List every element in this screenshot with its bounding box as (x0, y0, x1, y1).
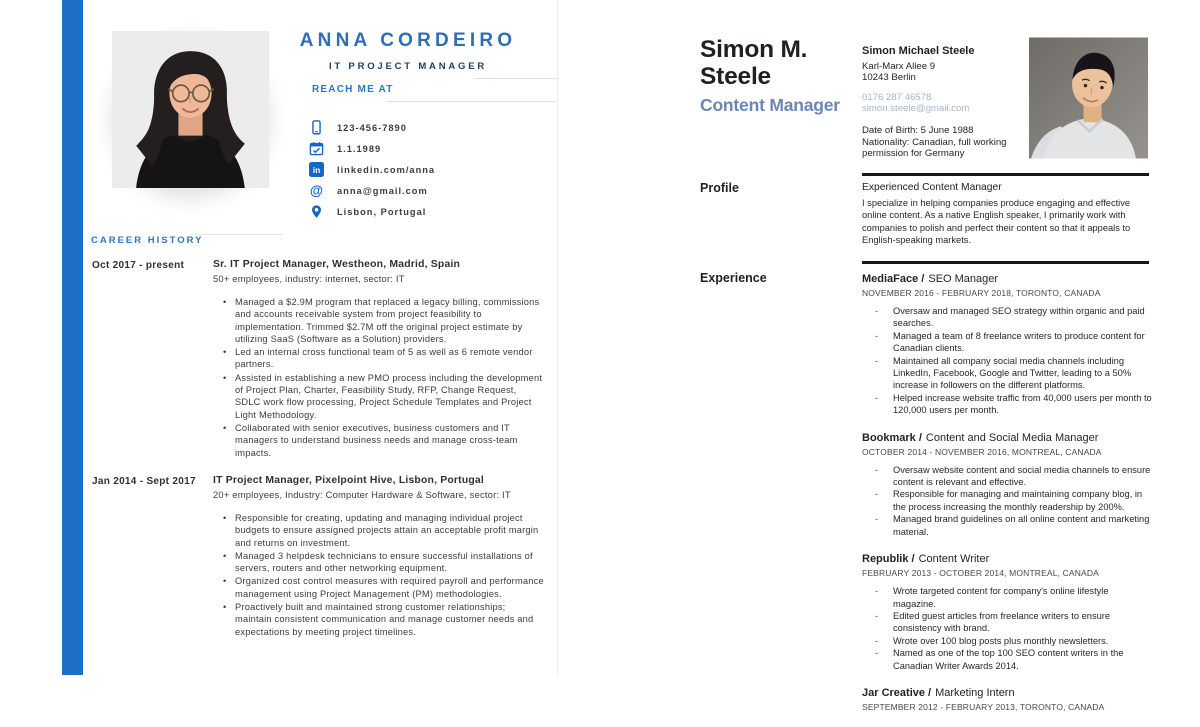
profile-title: Experienced Content Manager (862, 182, 1002, 193)
job-bullet: - Managed brand guidelines on all online content and marketing material. (893, 513, 1152, 538)
anna-header (288, 30, 528, 72)
job-dates: SEPTEMBER 2012 - FEBRUARY 2013, TORONTO, CANADA (862, 701, 1105, 712)
linkedin-glyph: in (309, 162, 324, 177)
job-bullet: - Helped increase website traffic from 40,000 users per month to 120,000 users per month. (893, 392, 1152, 417)
job-bullet-list (213, 296, 544, 459)
job-title: IT Project Manager, Pixelpoint Hive, Lisbon, Portugal (213, 475, 484, 486)
simon-name-line1: Simon M. (700, 36, 808, 63)
experience-label: Experience (700, 271, 767, 285)
job-bullet-list (862, 305, 1152, 417)
linkedin-icon (308, 161, 325, 178)
contact-email-value: anna@gmail.com (337, 185, 428, 196)
contact-row-phone (308, 117, 548, 138)
job-dates: Oct 2017 - present (92, 260, 185, 271)
section-rule (862, 173, 1149, 176)
profile-label: Profile (700, 181, 739, 195)
job-dates: OCTOBER 2014 - NOVEMBER 2016, MONTREAL, CANADA (862, 446, 1102, 457)
contact-row-birthdate (308, 138, 548, 159)
job-role: Content and Social Media Manager (925, 431, 1099, 444)
career-history-heading: CAREER HISTORY (91, 235, 204, 246)
job-entry-jar-creative (862, 687, 1152, 712)
job-entry-republik (862, 553, 1152, 672)
job-company: MediaFace / (862, 273, 925, 285)
job-bullet: • Managed 3 helpdesk technicians to ensure successful installations of servers, routers and other networking equipment. (235, 550, 544, 575)
phone-icon (308, 119, 325, 136)
job-bullet: - Maintained all company social media channels including LinkedIn, Facebook, Google and Twitter, leading to a 50% increase in followers on the different platforms. (893, 355, 1152, 392)
job-entry-mediaface (862, 273, 1152, 417)
left-accent-bar (62, 0, 83, 675)
page-edge-divider (557, 0, 558, 675)
job-dates: NOVEMBER 2016 - FEBRUARY 2018, TORONTO, CANADA (862, 288, 1101, 298)
job-role: Content Writer (918, 553, 990, 566)
simon-name-block (700, 36, 870, 115)
job-bullet: • Responsible for creating, updating and managing individual project budgets to ensure assigned projects attain an acceptable profit margin and returns on investment. (235, 512, 544, 549)
contact-list (308, 117, 548, 222)
contact-row-linkedin (308, 159, 548, 180)
job-bullet: - Wrote targeted content for company's online lifestyle magazine. (893, 585, 1152, 610)
job-company: Bookmark / (862, 431, 922, 444)
simon-contact-block (862, 46, 1024, 160)
location-icon (308, 203, 325, 220)
job-bullet: • Led an internal cross functional team of 5 as well as 6 remote vendor partners. (235, 346, 544, 371)
simon-nationality: Nationality: Canadian, full working permission for Germany (862, 136, 1007, 160)
job-bullet: - Responsible for managing and maintaining company blog, in the process increasing the monthly readership by 200%. (893, 488, 1152, 513)
job-subtitle: 20+ employees, Industry: Computer Hardware & Software, sector: IT (213, 489, 511, 500)
job-title: Sr. IT Project Manager, Westheon, Madrid, Spain (213, 259, 461, 270)
job-role: Marketing Intern (935, 686, 1015, 699)
profile-section (862, 182, 1152, 247)
simon-email: simon.steele@gmail.com (862, 103, 970, 115)
job-title (862, 553, 1152, 565)
job-bullet-list (862, 464, 1152, 538)
job-bullet: - Wrote over 100 blog posts plus monthly newsletters. (893, 635, 1152, 647)
job-bullet: • Managed a $2.9M program that replaced a legacy billing, commissions and accounts receivable system from project feasibility to implementation. Trimmed $2.7M off the original project estimate by utilizing SaaS (Software as a Solution) providers. (235, 296, 544, 345)
job-bullet: - Oversaw and managed SEO strategy within organic and paid searches. (893, 305, 1152, 330)
job-bullet: - Named as one of the top 100 SEO content writers in the Canadian Writer Awards 2014. (893, 647, 1152, 672)
job-entry-bookmark (862, 432, 1152, 538)
job-bullet-list (213, 512, 544, 638)
simon-address-line2: 10243 Berlin (862, 72, 916, 84)
reach-me-at-heading: REACH ME AT (312, 84, 394, 95)
divider-line (195, 234, 283, 235)
job-subtitle: 50+ employees, industry: internet, sector: IT (213, 273, 405, 284)
anna-photo (112, 31, 269, 188)
simon-photo (1029, 37, 1148, 159)
job-bullet: • Collaborated with senior executives, business customers and IT managers to understand business needs and manage cross-team impacts. (235, 422, 544, 459)
job-bullet: • Proactively built and maintained strong customer relationships; maintain consistent communication and manage customer needs and expectations by meeting project timelines. (235, 601, 544, 638)
job-title (862, 273, 1152, 285)
job-company: Republik / (862, 553, 915, 566)
job-dates: FEBRUARY 2013 - OCTOBER 2014, MONTREAL, CANADA (862, 568, 1099, 579)
anna-job-title: IT PROJECT MANAGER (328, 61, 488, 72)
simon-full-name: Simon Michael Steele (862, 45, 975, 57)
woman-avatar-illustration (112, 31, 269, 188)
divider-line (386, 101, 556, 102)
email-icon (308, 182, 325, 199)
job-dates: Jan 2014 - Sept 2017 (92, 476, 196, 487)
job-title (862, 432, 1152, 444)
job-bullet: - Managed a team of 8 freelance writers to produce content for Canadian clients. (893, 330, 1152, 355)
contact-linkedin-value: linkedin.com/anna (337, 164, 436, 175)
contact-phone-value: 123-456-7890 (337, 122, 407, 133)
anna-name: ANNA CORDEIRO (299, 30, 517, 51)
job-bullet: - Oversaw website content and social media channels to ensure content is relevant and effective. (893, 464, 1152, 489)
job-role: SEO Manager (928, 273, 999, 285)
job-entry-westheon (92, 259, 544, 460)
contact-row-email (308, 180, 548, 201)
contact-location-value: Lisbon, Portugal (337, 206, 427, 217)
calendar-icon (308, 140, 325, 157)
simon-job-title: Content Manager (700, 95, 840, 115)
contact-birthdate-value: 1.1.1989 (337, 143, 382, 154)
job-title (862, 687, 1152, 699)
contact-row-location (308, 201, 548, 222)
simon-birthdate: Date of Birth: 5 June 1988 (862, 124, 974, 136)
job-bullet-list (862, 585, 1152, 672)
job-entry-pixelpoint (92, 475, 544, 639)
simon-name-line2: Steele (700, 63, 771, 90)
experience-section (862, 273, 1152, 727)
job-bullet: - Edited guest articles from freelance writers to ensure consistency with brand. (893, 610, 1152, 635)
man-avatar-illustration (1029, 37, 1148, 159)
job-company: Jar Creative / (862, 686, 932, 699)
job-bullet: • Assisted in establishing a new PMO process including the development of Project Plan, Charter, Feasibility Study, RFP, Change Request, SDLC work flow processing, Project Schedule Templates and Project Light Methodology. (235, 372, 544, 421)
job-body (213, 475, 544, 639)
simon-address-line1: Karl-Marx Allee 9 (862, 60, 936, 72)
simon-phone: 0176 287 46578 (862, 91, 932, 103)
at-glyph: @ (309, 182, 324, 198)
job-bullet: • Organized cost control measures with required payroll and performance management using Project Management (PM) methodologies. (235, 575, 544, 600)
section-rule (862, 261, 1149, 264)
divider-line (474, 78, 558, 79)
profile-text: I specialize in helping companies produce engaging and effective online content. As a native English speaker, I primarily work with companies to polish and perfect their content so that it appeals to English-speaking markets. (862, 198, 1131, 246)
job-body (213, 259, 544, 460)
